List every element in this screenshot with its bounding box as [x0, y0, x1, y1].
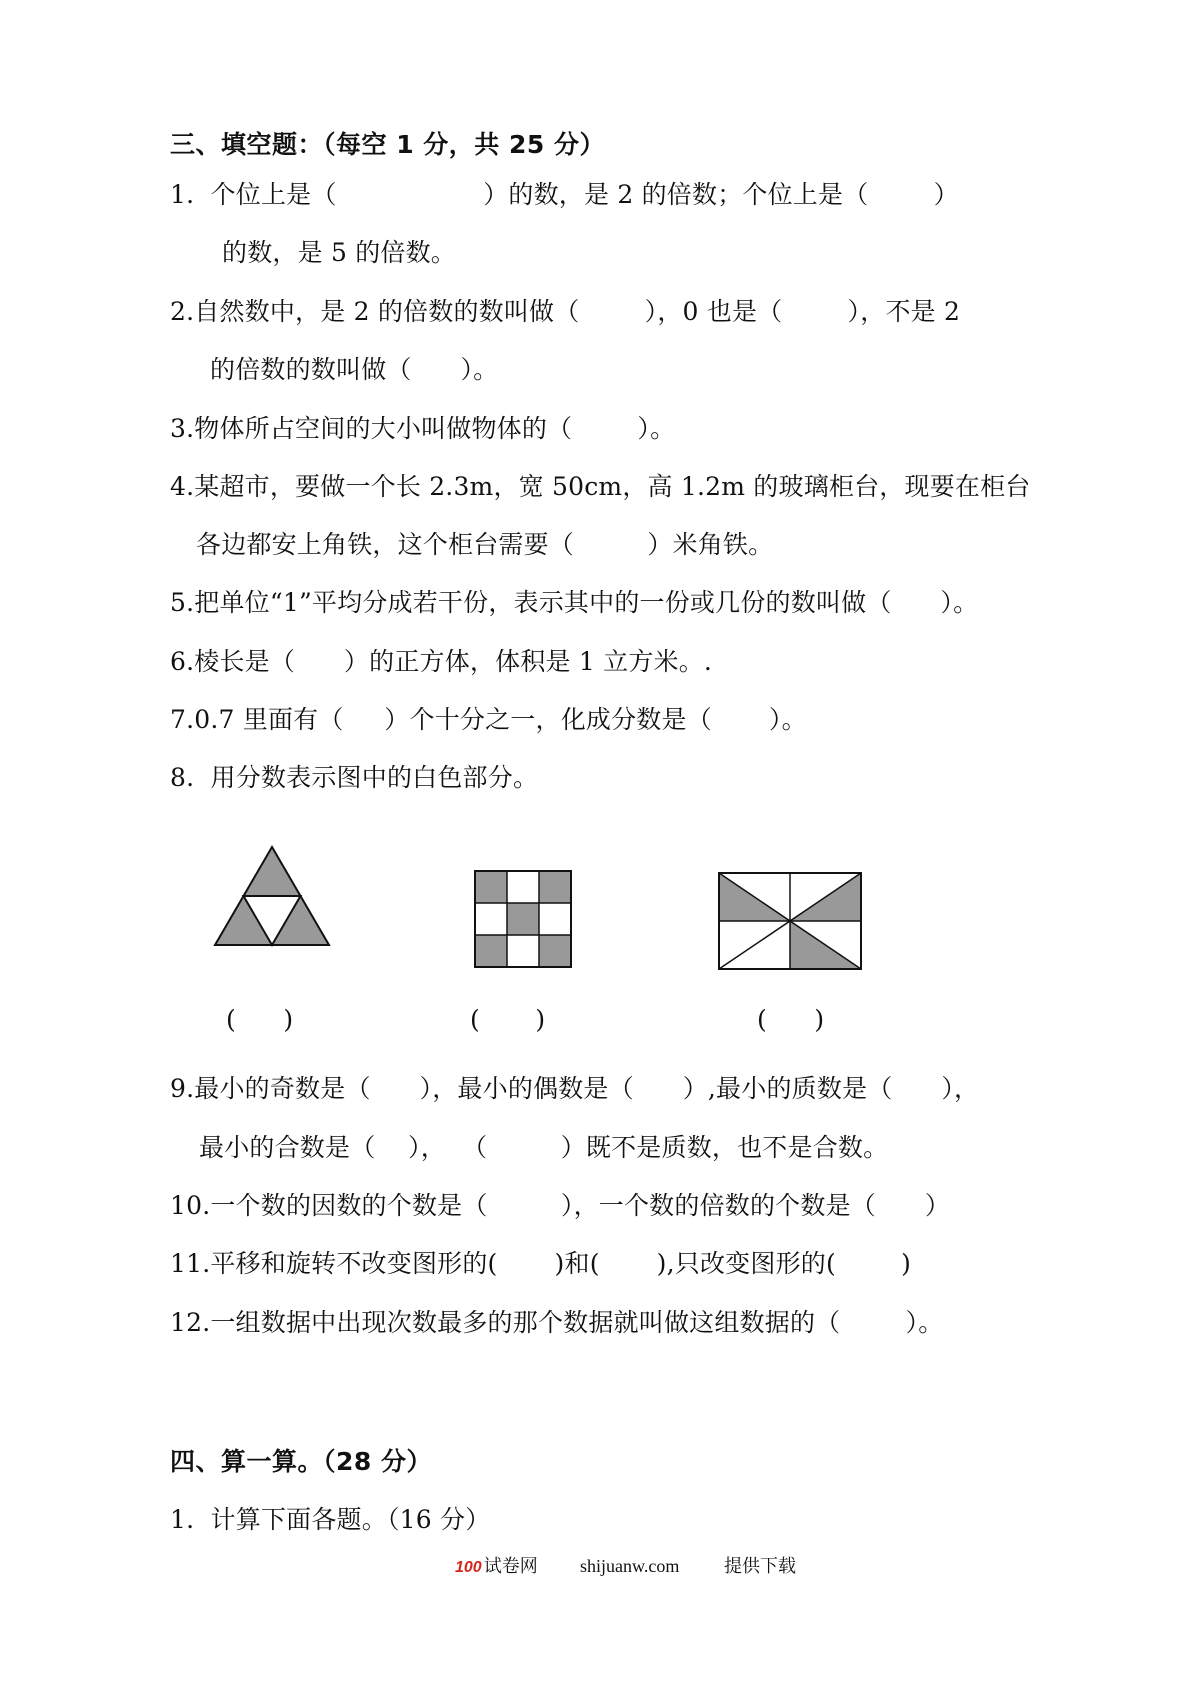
question-8: 8. 用分数表示图中的白色部分。: [170, 763, 539, 792]
footer-note: 提供下载: [724, 1556, 796, 1576]
grid-figure: [474, 870, 572, 968]
grid-cell-shaded: [539, 871, 571, 903]
question-10: 10.一个数的因数的个数是（ ），一个数的倍数的个数是（ ）: [170, 1191, 951, 1220]
grid-cell-shaded: [475, 871, 507, 903]
grid-cell-shaded: [507, 903, 539, 935]
question-4-line-2: 各边都安上角铁，这个柜台需要（ ）米角铁。: [196, 530, 774, 559]
footer-logo: [455, 1549, 538, 1585]
section-3-heading: 三、填空题：（每空 1 分，共 25 分）: [170, 130, 606, 159]
page-footer: [0, 1549, 1191, 1583]
question-7: 7.0.7 里面有（ ）个十分之一，化成分数是（ ）。: [170, 705, 807, 734]
rectangle-answer-blank: ( ): [757, 1005, 825, 1034]
question-9-line-2: 最小的合数是（ ）， （ ）既不是质数，也不是合数。: [199, 1133, 889, 1162]
footer-site: shijuanw.com: [580, 1556, 680, 1576]
question-2-line-1: 2.自然数中，是 2 的倍数的数叫做（ ），0 也是（ ），不是 2: [170, 297, 961, 326]
question-12: 12.一组数据中出现次数最多的那个数据就叫做这组数据的（ ）。: [170, 1308, 944, 1337]
question-1-line-1: 1. 个位上是（ ）的数，是 2 的倍数；个位上是（ ）: [170, 180, 959, 209]
section-4-heading: 四、算一算。（28 分）: [170, 1447, 432, 1476]
grid-answer-blank: ( ): [470, 1005, 546, 1034]
logo-number: 100: [455, 1559, 482, 1576]
rectangle-figure: [718, 872, 862, 970]
question-11: 11.平移和旋转不改变图形的( )和( ),只改变图形的( ): [170, 1249, 912, 1278]
question-2-line-2: 的倍数的数叫做（ ）。: [210, 355, 499, 384]
grid-cell-shaded: [539, 935, 571, 967]
grid-cell-shaded: [475, 935, 507, 967]
logo-text: 试卷网: [483, 1556, 538, 1576]
question-5: 5.把单位“1”平均分成若干份，表示其中的一份或几份的数叫做（ ）。: [170, 588, 979, 617]
triangle-answer-blank: ( ): [226, 1005, 294, 1034]
question-3: 3.物体所占空间的大小叫做物体的（ ）。: [170, 414, 676, 443]
question-6: 6.棱长是（ ）的正方体，体积是 1 立方米。.: [170, 647, 713, 676]
question-4-line-1: 4.某超市，要做一个长 2.3m，宽 50cm，高 1.2m 的玻璃柜台，现要在柜台: [170, 472, 1031, 501]
section-4-question-1: 1. 计算下面各题。（16 分）: [170, 1505, 491, 1534]
question-9-line-1: 9.最小的奇数是（ ），最小的偶数是（ ）,最小的质数是（ ），: [170, 1074, 980, 1103]
question-1-line-2: 的数，是 5 的倍数。: [222, 238, 457, 267]
triangle-figure: [213, 845, 331, 947]
